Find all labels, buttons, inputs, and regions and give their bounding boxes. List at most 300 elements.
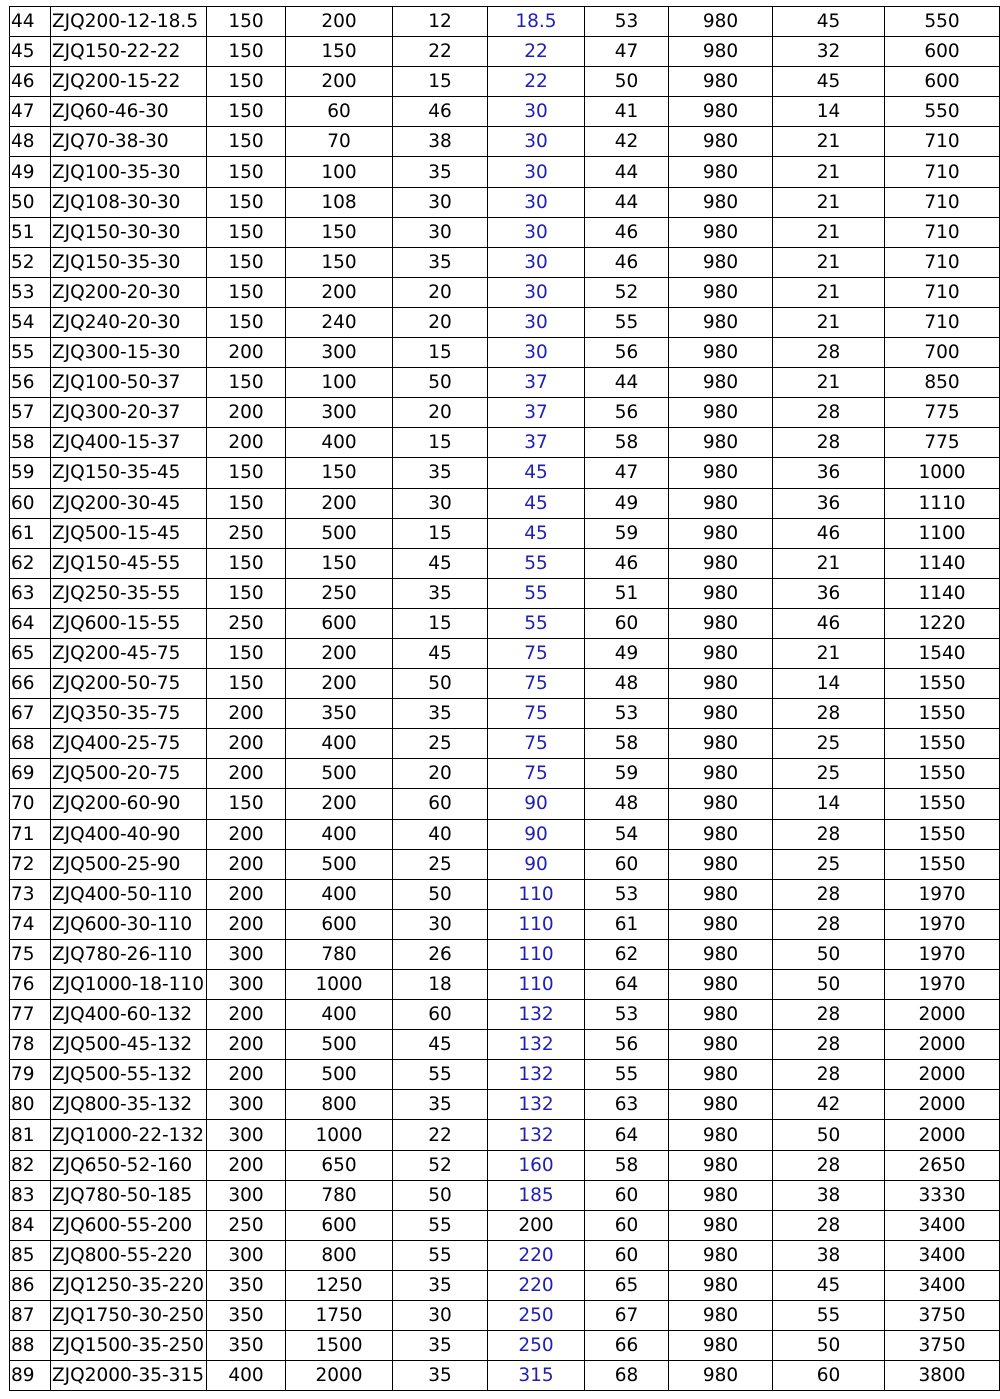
value-cell-2: 70 <box>286 127 393 157</box>
value-cell-2: 200 <box>286 7 393 37</box>
row-number-cell: 56 <box>10 368 51 398</box>
value-cell-2: 240 <box>286 307 393 337</box>
table-row <box>10 1270 1000 1300</box>
row-number-cell: 87 <box>10 1301 51 1331</box>
value-cell-6: 980 <box>669 1150 773 1180</box>
power-cell: 250 <box>488 1301 585 1331</box>
row-number-cell: 58 <box>10 428 51 458</box>
table-row <box>10 1000 1000 1030</box>
value-cell-2: 200 <box>286 488 393 518</box>
value-cell-7: 28 <box>773 1000 885 1030</box>
value-cell-6: 980 <box>669 909 773 939</box>
value-cell-5: 49 <box>585 488 669 518</box>
row-number-cell: 45 <box>10 37 51 67</box>
value-cell-8: 710 <box>885 187 1000 217</box>
value-cell-3: 60 <box>393 1000 488 1030</box>
value-cell-5: 64 <box>585 1120 669 1150</box>
power-cell: 75 <box>488 638 585 668</box>
value-cell-5: 54 <box>585 819 669 849</box>
power-cell: 45 <box>488 488 585 518</box>
table-row <box>10 518 1000 548</box>
pump-spec-table <box>9 6 1000 1391</box>
value-cell-8: 3330 <box>885 1180 1000 1210</box>
table-row <box>10 187 1000 217</box>
value-cell-3: 12 <box>393 7 488 37</box>
value-cell-1: 200 <box>207 428 286 458</box>
table-row <box>10 1060 1000 1090</box>
value-cell-2: 600 <box>286 1210 393 1240</box>
value-cell-2: 800 <box>286 1240 393 1270</box>
row-number-cell: 83 <box>10 1180 51 1210</box>
value-cell-2: 800 <box>286 1090 393 1120</box>
value-cell-6: 980 <box>669 638 773 668</box>
model-cell: ZJQ150-22-22 <box>51 37 207 67</box>
power-cell: 90 <box>488 819 585 849</box>
value-cell-8: 2650 <box>885 1150 1000 1180</box>
model-cell: ZJQ350-35-75 <box>51 699 207 729</box>
value-cell-8: 2000 <box>885 1000 1000 1030</box>
table-row <box>10 428 1000 458</box>
value-cell-2: 200 <box>286 638 393 668</box>
value-cell-5: 62 <box>585 939 669 969</box>
value-cell-8: 775 <box>885 398 1000 428</box>
value-cell-1: 300 <box>207 939 286 969</box>
row-number-cell: 89 <box>10 1361 51 1391</box>
model-cell: ZJQ500-25-90 <box>51 849 207 879</box>
value-cell-7: 28 <box>773 1150 885 1180</box>
row-number-cell: 72 <box>10 849 51 879</box>
table-row <box>10 970 1000 1000</box>
power-cell: 110 <box>488 879 585 909</box>
value-cell-1: 150 <box>207 247 286 277</box>
power-cell: 55 <box>488 548 585 578</box>
value-cell-5: 53 <box>585 7 669 37</box>
model-cell: ZJQ1500-35-250 <box>51 1331 207 1361</box>
row-number-cell: 71 <box>10 819 51 849</box>
model-cell: ZJQ108-30-30 <box>51 187 207 217</box>
model-cell: ZJQ250-35-55 <box>51 578 207 608</box>
value-cell-3: 50 <box>393 879 488 909</box>
value-cell-1: 150 <box>207 638 286 668</box>
model-cell: ZJQ600-30-110 <box>51 909 207 939</box>
table-row <box>10 578 1000 608</box>
value-cell-3: 30 <box>393 187 488 217</box>
value-cell-8: 3750 <box>885 1331 1000 1361</box>
value-cell-8: 2000 <box>885 1090 1000 1120</box>
value-cell-7: 21 <box>773 277 885 307</box>
row-number-cell: 65 <box>10 638 51 668</box>
value-cell-1: 200 <box>207 1150 286 1180</box>
power-cell: 132 <box>488 1120 585 1150</box>
value-cell-2: 150 <box>286 458 393 488</box>
value-cell-7: 50 <box>773 1331 885 1361</box>
table-row <box>10 909 1000 939</box>
value-cell-1: 150 <box>207 368 286 398</box>
value-cell-2: 150 <box>286 247 393 277</box>
model-cell: ZJQ1000-18-110 <box>51 970 207 1000</box>
value-cell-2: 200 <box>286 669 393 699</box>
table-row <box>10 307 1000 337</box>
value-cell-7: 50 <box>773 970 885 1000</box>
value-cell-6: 980 <box>669 578 773 608</box>
value-cell-3: 46 <box>393 97 488 127</box>
value-cell-5: 53 <box>585 879 669 909</box>
value-cell-5: 52 <box>585 277 669 307</box>
model-cell: ZJQ100-35-30 <box>51 157 207 187</box>
power-cell: 220 <box>488 1240 585 1270</box>
value-cell-2: 1250 <box>286 1270 393 1300</box>
table-row <box>10 879 1000 909</box>
value-cell-5: 67 <box>585 1301 669 1331</box>
value-cell-6: 980 <box>669 699 773 729</box>
value-cell-7: 46 <box>773 608 885 638</box>
row-number-cell: 67 <box>10 699 51 729</box>
value-cell-2: 600 <box>286 608 393 638</box>
table-row <box>10 488 1000 518</box>
power-cell: 30 <box>488 187 585 217</box>
model-cell: ZJQ2000-35-315 <box>51 1361 207 1391</box>
row-number-cell: 82 <box>10 1150 51 1180</box>
value-cell-6: 980 <box>669 307 773 337</box>
model-cell: ZJQ800-55-220 <box>51 1240 207 1270</box>
value-cell-7: 45 <box>773 7 885 37</box>
value-cell-1: 150 <box>207 277 286 307</box>
value-cell-6: 980 <box>669 849 773 879</box>
value-cell-5: 48 <box>585 789 669 819</box>
value-cell-3: 35 <box>393 578 488 608</box>
value-cell-7: 28 <box>773 338 885 368</box>
value-cell-7: 21 <box>773 548 885 578</box>
value-cell-8: 710 <box>885 127 1000 157</box>
table-row <box>10 398 1000 428</box>
table-row <box>10 939 1000 969</box>
power-cell: 110 <box>488 939 585 969</box>
model-cell: ZJQ150-30-30 <box>51 217 207 247</box>
value-cell-5: 60 <box>585 1240 669 1270</box>
value-cell-3: 18 <box>393 970 488 1000</box>
value-cell-1: 150 <box>207 37 286 67</box>
value-cell-6: 980 <box>669 548 773 578</box>
model-cell: ZJQ1750-30-250 <box>51 1301 207 1331</box>
table-row <box>10 338 1000 368</box>
table-row <box>10 1030 1000 1060</box>
value-cell-5: 56 <box>585 1030 669 1060</box>
value-cell-6: 980 <box>669 428 773 458</box>
value-cell-5: 56 <box>585 338 669 368</box>
value-cell-8: 3400 <box>885 1270 1000 1300</box>
value-cell-1: 150 <box>207 307 286 337</box>
value-cell-5: 68 <box>585 1361 669 1391</box>
power-cell: 30 <box>488 277 585 307</box>
value-cell-2: 300 <box>286 398 393 428</box>
model-cell: ZJQ200-30-45 <box>51 488 207 518</box>
value-cell-1: 150 <box>207 157 286 187</box>
value-cell-7: 14 <box>773 669 885 699</box>
power-cell: 30 <box>488 338 585 368</box>
model-cell: ZJQ150-35-30 <box>51 247 207 277</box>
value-cell-1: 200 <box>207 729 286 759</box>
value-cell-5: 42 <box>585 127 669 157</box>
value-cell-5: 49 <box>585 638 669 668</box>
value-cell-6: 980 <box>669 970 773 1000</box>
value-cell-3: 55 <box>393 1210 488 1240</box>
row-number-cell: 85 <box>10 1240 51 1270</box>
value-cell-3: 15 <box>393 338 488 368</box>
value-cell-5: 46 <box>585 548 669 578</box>
table-row <box>10 127 1000 157</box>
value-cell-7: 28 <box>773 1030 885 1060</box>
value-cell-5: 59 <box>585 759 669 789</box>
row-number-cell: 63 <box>10 578 51 608</box>
row-number-cell: 44 <box>10 7 51 37</box>
value-cell-8: 710 <box>885 247 1000 277</box>
value-cell-8: 1100 <box>885 518 1000 548</box>
model-cell: ZJQ200-12-18.5 <box>51 7 207 37</box>
value-cell-7: 21 <box>773 217 885 247</box>
value-cell-5: 44 <box>585 187 669 217</box>
power-cell: 22 <box>488 37 585 67</box>
row-number-cell: 49 <box>10 157 51 187</box>
value-cell-3: 38 <box>393 127 488 157</box>
value-cell-8: 1140 <box>885 548 1000 578</box>
value-cell-1: 300 <box>207 1120 286 1150</box>
power-cell: 30 <box>488 217 585 247</box>
value-cell-8: 710 <box>885 157 1000 187</box>
table-row <box>10 608 1000 638</box>
value-cell-1: 150 <box>207 578 286 608</box>
row-number-cell: 55 <box>10 338 51 368</box>
power-cell: 250 <box>488 1331 585 1361</box>
value-cell-7: 14 <box>773 789 885 819</box>
value-cell-6: 980 <box>669 819 773 849</box>
value-cell-1: 150 <box>207 187 286 217</box>
value-cell-8: 550 <box>885 97 1000 127</box>
value-cell-5: 60 <box>585 608 669 638</box>
value-cell-3: 45 <box>393 638 488 668</box>
value-cell-3: 26 <box>393 939 488 969</box>
row-number-cell: 75 <box>10 939 51 969</box>
value-cell-8: 1970 <box>885 939 1000 969</box>
value-cell-3: 30 <box>393 217 488 247</box>
value-cell-8: 1550 <box>885 759 1000 789</box>
table-row <box>10 669 1000 699</box>
row-number-cell: 70 <box>10 789 51 819</box>
value-cell-7: 36 <box>773 458 885 488</box>
value-cell-3: 15 <box>393 428 488 458</box>
value-cell-3: 35 <box>393 1361 488 1391</box>
value-cell-1: 200 <box>207 819 286 849</box>
value-cell-6: 980 <box>669 277 773 307</box>
value-cell-3: 50 <box>393 669 488 699</box>
row-number-cell: 76 <box>10 970 51 1000</box>
value-cell-7: 45 <box>773 1270 885 1300</box>
value-cell-5: 53 <box>585 699 669 729</box>
value-cell-3: 20 <box>393 307 488 337</box>
value-cell-5: 51 <box>585 578 669 608</box>
power-cell: 220 <box>488 1270 585 1300</box>
value-cell-3: 60 <box>393 789 488 819</box>
value-cell-7: 50 <box>773 939 885 969</box>
model-cell: ZJQ100-50-37 <box>51 368 207 398</box>
value-cell-3: 35 <box>393 458 488 488</box>
value-cell-3: 25 <box>393 729 488 759</box>
value-cell-1: 200 <box>207 759 286 789</box>
value-cell-6: 980 <box>669 789 773 819</box>
value-cell-1: 300 <box>207 1240 286 1270</box>
value-cell-6: 980 <box>669 127 773 157</box>
value-cell-1: 200 <box>207 1030 286 1060</box>
model-cell: ZJQ500-45-132 <box>51 1030 207 1060</box>
value-cell-2: 400 <box>286 729 393 759</box>
value-cell-7: 42 <box>773 1090 885 1120</box>
value-cell-5: 56 <box>585 398 669 428</box>
value-cell-3: 50 <box>393 368 488 398</box>
power-cell: 90 <box>488 849 585 879</box>
value-cell-5: 55 <box>585 307 669 337</box>
value-cell-5: 59 <box>585 518 669 548</box>
value-cell-1: 150 <box>207 7 286 37</box>
value-cell-5: 47 <box>585 37 669 67</box>
value-cell-5: 44 <box>585 368 669 398</box>
value-cell-1: 300 <box>207 970 286 1000</box>
model-cell: ZJQ600-15-55 <box>51 608 207 638</box>
row-number-cell: 61 <box>10 518 51 548</box>
power-cell: 75 <box>488 669 585 699</box>
row-number-cell: 60 <box>10 488 51 518</box>
value-cell-8: 710 <box>885 217 1000 247</box>
value-cell-2: 400 <box>286 819 393 849</box>
value-cell-8: 2000 <box>885 1120 1000 1150</box>
value-cell-3: 20 <box>393 398 488 428</box>
row-number-cell: 48 <box>10 127 51 157</box>
value-cell-2: 500 <box>286 759 393 789</box>
row-number-cell: 73 <box>10 879 51 909</box>
model-cell: ZJQ600-55-200 <box>51 1210 207 1240</box>
value-cell-6: 980 <box>669 1120 773 1150</box>
model-cell: ZJQ780-26-110 <box>51 939 207 969</box>
power-cell: 30 <box>488 157 585 187</box>
value-cell-3: 55 <box>393 1240 488 1270</box>
value-cell-2: 500 <box>286 849 393 879</box>
value-cell-1: 150 <box>207 217 286 247</box>
value-cell-1: 350 <box>207 1301 286 1331</box>
row-number-cell: 79 <box>10 1060 51 1090</box>
value-cell-1: 350 <box>207 1331 286 1361</box>
table-row <box>10 819 1000 849</box>
value-cell-7: 21 <box>773 127 885 157</box>
value-cell-5: 47 <box>585 458 669 488</box>
value-cell-1: 150 <box>207 67 286 97</box>
table-row <box>10 548 1000 578</box>
value-cell-3: 22 <box>393 37 488 67</box>
table-row <box>10 1090 1000 1120</box>
row-number-cell: 84 <box>10 1210 51 1240</box>
power-cell: 37 <box>488 398 585 428</box>
power-cell: 22 <box>488 67 585 97</box>
value-cell-3: 30 <box>393 488 488 518</box>
power-cell: 160 <box>488 1150 585 1180</box>
value-cell-7: 28 <box>773 398 885 428</box>
value-cell-6: 980 <box>669 37 773 67</box>
value-cell-1: 150 <box>207 548 286 578</box>
value-cell-8: 1550 <box>885 729 1000 759</box>
value-cell-6: 980 <box>669 97 773 127</box>
model-cell: ZJQ70-38-30 <box>51 127 207 157</box>
value-cell-2: 780 <box>286 939 393 969</box>
power-cell: 75 <box>488 729 585 759</box>
value-cell-8: 3400 <box>885 1210 1000 1240</box>
model-cell: ZJQ400-60-132 <box>51 1000 207 1030</box>
model-cell: ZJQ200-45-75 <box>51 638 207 668</box>
value-cell-8: 1110 <box>885 488 1000 518</box>
value-cell-7: 21 <box>773 157 885 187</box>
value-cell-1: 200 <box>207 849 286 879</box>
value-cell-8: 550 <box>885 7 1000 37</box>
value-cell-1: 300 <box>207 1180 286 1210</box>
row-number-cell: 53 <box>10 277 51 307</box>
value-cell-7: 21 <box>773 187 885 217</box>
table-row <box>10 277 1000 307</box>
value-cell-8: 3800 <box>885 1361 1000 1391</box>
power-cell: 37 <box>488 368 585 398</box>
value-cell-1: 200 <box>207 1060 286 1090</box>
value-cell-3: 50 <box>393 1180 488 1210</box>
row-number-cell: 86 <box>10 1270 51 1300</box>
table-row <box>10 759 1000 789</box>
row-number-cell: 80 <box>10 1090 51 1120</box>
power-cell: 45 <box>488 458 585 488</box>
value-cell-6: 980 <box>669 217 773 247</box>
power-cell: 315 <box>488 1361 585 1391</box>
power-cell: 30 <box>488 307 585 337</box>
value-cell-2: 300 <box>286 338 393 368</box>
value-cell-5: 46 <box>585 247 669 277</box>
value-cell-2: 500 <box>286 1030 393 1060</box>
table-row <box>10 1210 1000 1240</box>
value-cell-7: 21 <box>773 247 885 277</box>
value-cell-6: 980 <box>669 7 773 37</box>
value-cell-5: 60 <box>585 1180 669 1210</box>
row-number-cell: 46 <box>10 67 51 97</box>
value-cell-1: 150 <box>207 127 286 157</box>
value-cell-8: 600 <box>885 37 1000 67</box>
value-cell-2: 108 <box>286 187 393 217</box>
model-cell: ZJQ1250-35-220 <box>51 1270 207 1300</box>
value-cell-6: 980 <box>669 1270 773 1300</box>
value-cell-5: 41 <box>585 97 669 127</box>
model-cell: ZJQ400-50-110 <box>51 879 207 909</box>
model-cell: ZJQ200-15-22 <box>51 67 207 97</box>
value-cell-6: 980 <box>669 338 773 368</box>
value-cell-5: 46 <box>585 217 669 247</box>
table-row <box>10 7 1000 37</box>
table-row <box>10 699 1000 729</box>
value-cell-6: 980 <box>669 1030 773 1060</box>
value-cell-3: 35 <box>393 699 488 729</box>
row-number-cell: 74 <box>10 909 51 939</box>
row-number-cell: 78 <box>10 1030 51 1060</box>
value-cell-6: 980 <box>669 1210 773 1240</box>
model-cell: ZJQ300-15-30 <box>51 338 207 368</box>
value-cell-1: 150 <box>207 97 286 127</box>
power-cell: 185 <box>488 1180 585 1210</box>
value-cell-6: 980 <box>669 1090 773 1120</box>
value-cell-1: 250 <box>207 518 286 548</box>
power-cell: 55 <box>488 608 585 638</box>
value-cell-8: 3750 <box>885 1301 1000 1331</box>
value-cell-2: 200 <box>286 67 393 97</box>
value-cell-7: 36 <box>773 488 885 518</box>
